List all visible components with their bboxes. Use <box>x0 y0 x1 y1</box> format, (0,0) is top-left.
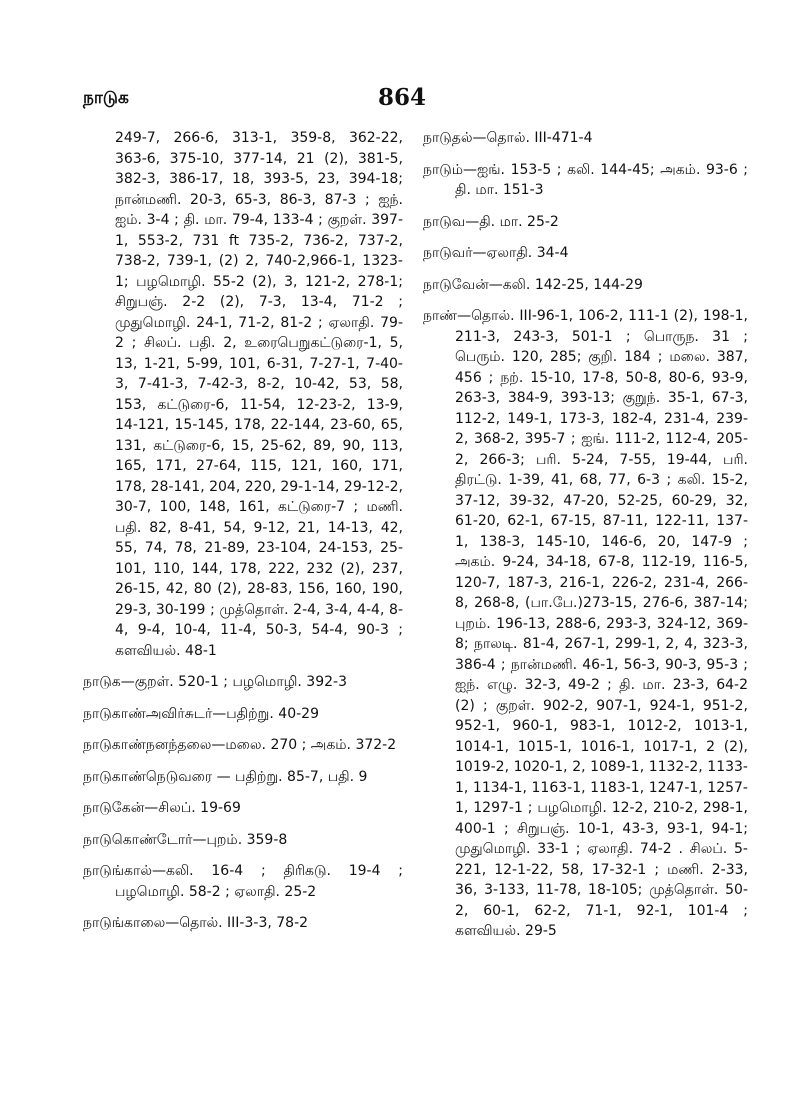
index-entry: நாடுக—குறள். 520-1 ; பழமொழி. 392-3 <box>83 674 347 690</box>
index-entry: நாடுகாண்நனந்தலை—மலை. 270 ; அகம். 372-2 <box>83 737 397 753</box>
index-entry: நாடுகொண்டோர்—புறம். 359-8 <box>83 831 288 848</box>
index-entry: நாடுதல்—தொல். III-471-4 <box>423 130 593 146</box>
index-entry: நாடுங்கால்—கலி. 16-4 ; திரிகடு. 19-4 ; பழமொழி. 58-2 ; ஏலாதி. 25-2 <box>83 863 403 900</box>
running-header-word: நாடுக <box>83 88 129 108</box>
index-entry: நாடுங்காலை—தொல். III-3-3, 78-2 <box>83 915 309 931</box>
left-column <box>83 128 403 945</box>
index-entry: நாடுவ—தி. மா. 25-2 <box>423 213 559 230</box>
index-entry: நாடுவேன்—கலி. 142-25, 144-29 <box>423 276 643 293</box>
index-entry: நாடுகாண்நெடுவரை — பதிற்று. 85-7, பதி. 9 <box>83 768 368 785</box>
index-entry: நாடுகாண்அவிர்சுடர்—பதிற்று. 40-29 <box>83 705 319 722</box>
page-number: 864 <box>378 84 427 111</box>
index-entry: நாடுவர்—ஏலாதி. 34-4 <box>423 245 569 261</box>
index-entry: 249-7, 266-6, 313-1, 359-8, 362-22, 363-6, 375-10, 377-14, 21 (2), 381-5, 382-3, 386-17, 18, 393-5, 23, 394-18; நான்மணி. 20-3, 65-3, 86-3, 87-3 ; ஐந். ஐம். 3-4 ; தி. மா. 79-4, 133-4 ; குறள். 397-1, 553-2, 731 ft 735-2, 736-2, 737-2, 738-2, 739-1, (2) 2, 740-2,966-1, 1323-1; பழமொழி. 55-2 (2), 3, 121-2, 278-1; சிறுபஞ். 2-2 (2), 7-3, 13-4, 71-2 ; முதுமொழி. 24-1, 71-2, 81-2 ; ஏலாதி. 79-2 ; சிலப். பதி. 2, உரைபெறுகட்டுரை-1, 5, 13, 1-21, 5-99, 101, 6-31, 7-27-1, 7-40-3, 7-41-3, 7-42-3, 8-2, 10-42, 53, 58, 153, கட்டுரை-6, 11-54, 12-23-2, 13-9, 14-121, 15-145, 178, 22-144, 23-60, 65, 131, கட்டுரை-6, 15, 25-62, 89, 90, 113, 165, 171, 27-64, 115, 121, 160, 171, 178, 28-141, 204, 220, 29-1-14, 29-12-2, 30-7, 100, 148, 161, கட்டுரை-7 ; மணி. பதி. 82, 8-41, 54, 9-12, 21, 14-13, 42, 55, 74, 78, 21-89, 23-104, 24-153, 25-101, 110, 144, 178, 222, 232 (2), 237, 26-15, 42, 80 (2), 28-83, 156, 160, 190, 29-3, 30-199 ; முத்தொள். 2-4, 3-4, 4-4, 8-4, 9-4, 10-4, 11-4, 50-3, 54-4, 90-3 ; களவியல். 48-1 <box>115 130 403 659</box>
index-entry: நாண்—தொல். III-96-1, 106-2, 111-1 (2), 198-1, 211-3, 243-3, 501-1 ; பொருந. 31 ; பெரும். 120, 285; குறி. 184 ; மலை. 387, 456 ; நற். 15-10, 17-8, 50-8, 80-6, 93-9, 263-3, 384-9, 393-13; குறுந். 35-1, 67-3, 112-2, 149-1, 173-3, 182-4, 231-4, 239-2, 368-2, 395-7 ; ஐங். 111-2, 112-4, 205-2, 266-3; பரி. 5-24, 7-55, 19-44, பரி. திரட்டு. 1-39, 41, 68, 77, 6-3 ; கலி. 15-2, 37-12, 39-32, 47-20, 52-25, 60-29, 32, 61-20, 62-1, 67-15, 87-11, 122-11, 137-1, 138-3, 145-10, 146-6, 20, 147-9 ; அகம். 9-24, 34-18, 67-8, 112-19, 116-5, 120-7, 187-3, 216-1, 226-2, 231-4, 266-8, 268-8, (பா.பே.)273-15, 276-6, 387-14; புறம். 196-13, 288-6, 293-3, 324-12, 369-8; நாலடி. 81-4, 267-1, 299-1, 2, 4, 323-3, 386-4 ; நான்மணி. 46-1, 56-3, 90-3, 95-3 ; ஐந். எழு. 32-3, 49-2 ; தி. மா. 23-3, 64-2 (2) ; குறள். 902-2, 907-1, 924-1, 951-2, 952-1, 960-1, 983-1, 1012-2, 1013-1, 1014-1, 1015-1, 1016-1, 1017-1, 2 (2), 1019-2, 1020-1, 2, 1089-1, 1132-2, 1133-1, 1134-1, 1163-1, 1183-1, 1247-1, 1257-1, 1297-1 ; பழமொழி. 12-2, 210-2, 298-1, 400-1 ; சிறுபஞ். 10-1, 43-3, 93-1, 94-1; முதுமொழி. 33-1 ; ஏலாதி. 74-2 . சிலப். 5-221, 12-1-22, 58, 17-32-1 ; மணி. 2-33, 36, 3-133, 11-78, 18-105; முத்தொள். 50-2, 60-1, 62-2, 71-1, 92-1, 101-4 ; களவியல். 29-5 <box>423 308 748 939</box>
index-entry: நாடுகேன்—சிலப். 19-69 <box>83 800 241 816</box>
index-entry: நாடும்—ஐங். 153-5 ; கலி. 144-45; அகம். 93-6 ; தி. மா. 151-3 <box>423 161 748 198</box>
right-column <box>423 128 748 953</box>
